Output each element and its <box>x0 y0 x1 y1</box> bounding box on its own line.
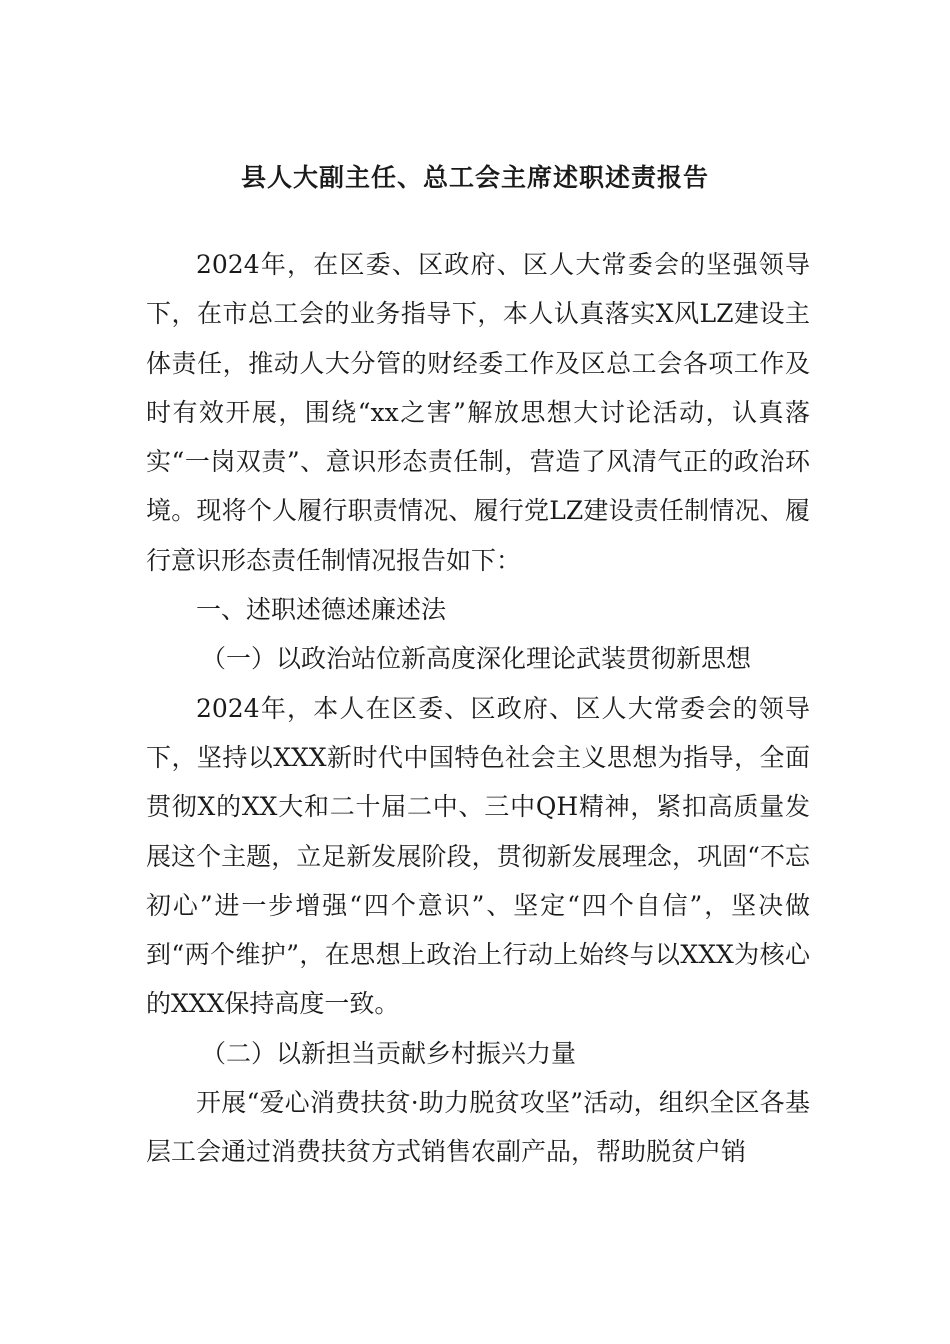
subsection-1-paragraph: 2024年，本人在区委、区政府、区人大常委会的领导下，坚持以XXX新时代中国特色社会主义思想为指导，全面贯彻X的XX大和二十届二中、三中QH精神，紧扣高质量发展这个主题，立足新发展阶段，贯彻新发展理念，巩固“不忘初心”进一步增强“四个意识”、坚定“四个自信”，坚决做到“两个维护”，在思想上政治上行动上始终与以XXX为核心的XXX保持高度一致。 <box>146 693 810 1019</box>
document-body <box>146 240 810 1177</box>
subsection-2-paragraph: 开展“爱心消费扶贫·助力脱贫攻坚”活动，组织全区各基层工会通过消费扶贫方式销售农副产品，帮助脱贫户销 <box>146 1088 810 1167</box>
subsection-heading-1: （一）以政治站位新高度深化理论武装贯彻新思想 <box>201 644 752 674</box>
document-title: 县人大副主任、总工会主席述职述责报告 <box>240 163 709 192</box>
intro-paragraph: 2024年，在区委、区政府、区人大常委会的坚强领导下，在市总工会的业务指导下，本人认真落实X风LZ建设主体责任，推动人大分管的财经委工作及区总工会各项工作及时有效开展，围绕“xx之害”解放思想大讨论活动，认真落实“一岗双责”、意识形态责任制，营造了风清气正的政治环境。现将个人履行职责情况、履行党LZ建设责任制情况、履行意识形态责任制情况报告如下： <box>146 250 810 575</box>
subsection-heading-2: （二）以新担当贡献乡村振兴力量 <box>201 1038 577 1068</box>
section-heading-1: 一、述职述德述廉述法 <box>196 595 447 625</box>
